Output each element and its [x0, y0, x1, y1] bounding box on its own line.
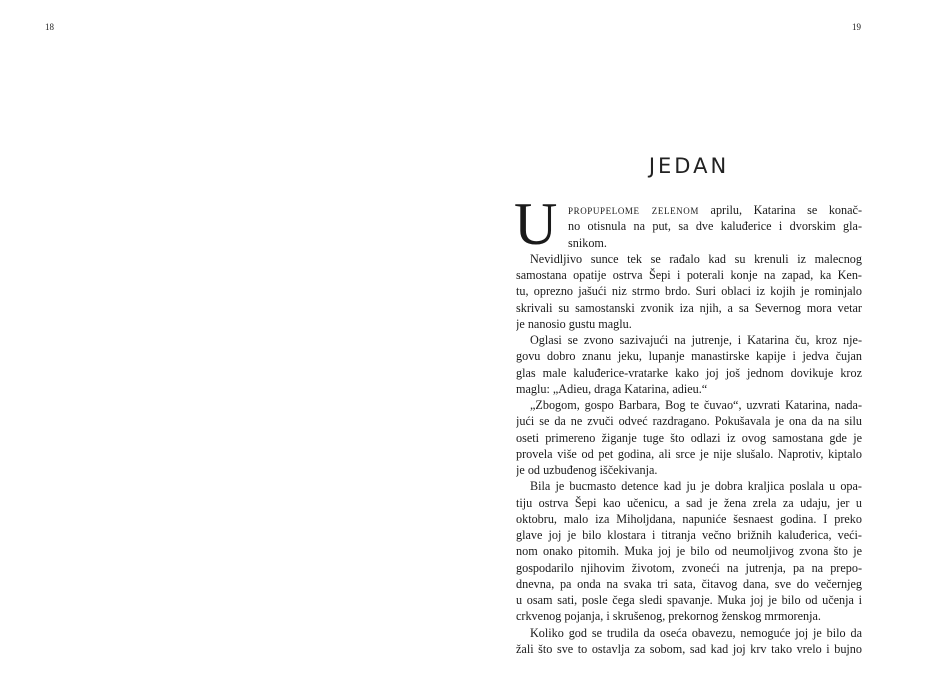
text-line: dnevna, pa onda na svaka tri sata, čitavog dana, sve do večernjeg — [516, 576, 862, 591]
text-line: u osam sati, posle čega sledi spavanje. Muka joj je bilo od učenja i — [516, 593, 862, 607]
page-number-right: 19 — [852, 22, 861, 32]
text-line: glave joj je bilo klostara i titranja večno brižnih kaluđerica, veći- — [516, 528, 862, 542]
text-line: žali što sve to ostavlja za sobom, sad kad joj krv tako vrelo i bujno — [516, 641, 862, 656]
text-line: gospodarilo njihovim životom, zvoneći na jutrenja, pa na prepo- — [516, 560, 862, 575]
chapter-title: JEDAN — [648, 154, 730, 179]
text-line: propupelome zelenom aprilu, Katarina se konač- — [568, 203, 862, 217]
text-line: samostana opatije ostrva Šepi i poterali konje na zapad, ka Ken- — [516, 268, 862, 282]
text-line: oseti primereno žiganje tuge što odlazi iz ovog samostana gde je — [516, 430, 862, 445]
text-line: Oglasi se zvono sazivajući na jutrenje, i Katarina ču, kroz nje- — [530, 333, 862, 347]
page-number-left: 18 — [45, 22, 54, 32]
text-line: govu dobro znanu jeku, lupanje manastirske kapije i jedva čujan — [516, 349, 862, 364]
text-line: no otisnula na put, sa dve kaluđerice i dvorskim gla- — [568, 219, 862, 234]
text-line: maglu: „Adieu, draga Katarina, adieu.“ — [516, 381, 708, 396]
text-line: nom onako pitomih. Muka joj je bilo od neumoljivog zvona što je — [516, 544, 862, 559]
text-line: glas male kaluđerice-vratarke kako joj još jednom dovikuje kroz — [516, 365, 862, 380]
text-line: Nevidljivo sunce tek se rađalo kad su krenuli iz malecnog — [530, 251, 862, 266]
text-line: tiju ostrva Šepi kao učenicu, a sad je žena zrela za udaju, jer u — [516, 495, 862, 510]
chapter-body — [514, 191, 862, 657]
text-line: provela više od pet godina, ali srce je nije slušalo. Naprotiv, kiptalo — [516, 446, 862, 461]
opening-small-caps: propupelome zelenom — [568, 203, 699, 217]
text-line: je nanosio gustu maglu. — [516, 316, 632, 331]
text-line: snikom. — [568, 235, 607, 250]
text-line: jući se da ne zvuči odveć razdragano. Pokušavala je ona da na silu — [516, 414, 862, 429]
text-line: Bila je bucmasto detence kad ju je dobra kraljica poslala u opa- — [530, 479, 862, 494]
drop-cap: U — [514, 191, 558, 257]
text-line: oktobru, malo iza Miholjdana, napuniće šesnaest godina. I preko — [516, 511, 862, 526]
text-line: je od uzbuđenog iščekivanja. — [516, 463, 658, 477]
text-line: tu, oprezno jašući niz strmo brdo. Suri oblaci iz kojih je rominjalo — [516, 284, 862, 299]
text-line: „Zbogom, gospo Barbara, Bog te čuvao“, uzvrati Katarina, nada- — [530, 398, 862, 412]
text-line: Koliko god se trudila da oseća obavezu, nemoguće joj je bilo da — [530, 625, 862, 640]
text-line: crkvenog pojanja, i skrušenog, prekornog ženskog mrmorenja. — [516, 609, 821, 624]
text-line: skrivali su samostanski zvonik iza njih, a sa Severnog mora vetar — [516, 300, 862, 315]
